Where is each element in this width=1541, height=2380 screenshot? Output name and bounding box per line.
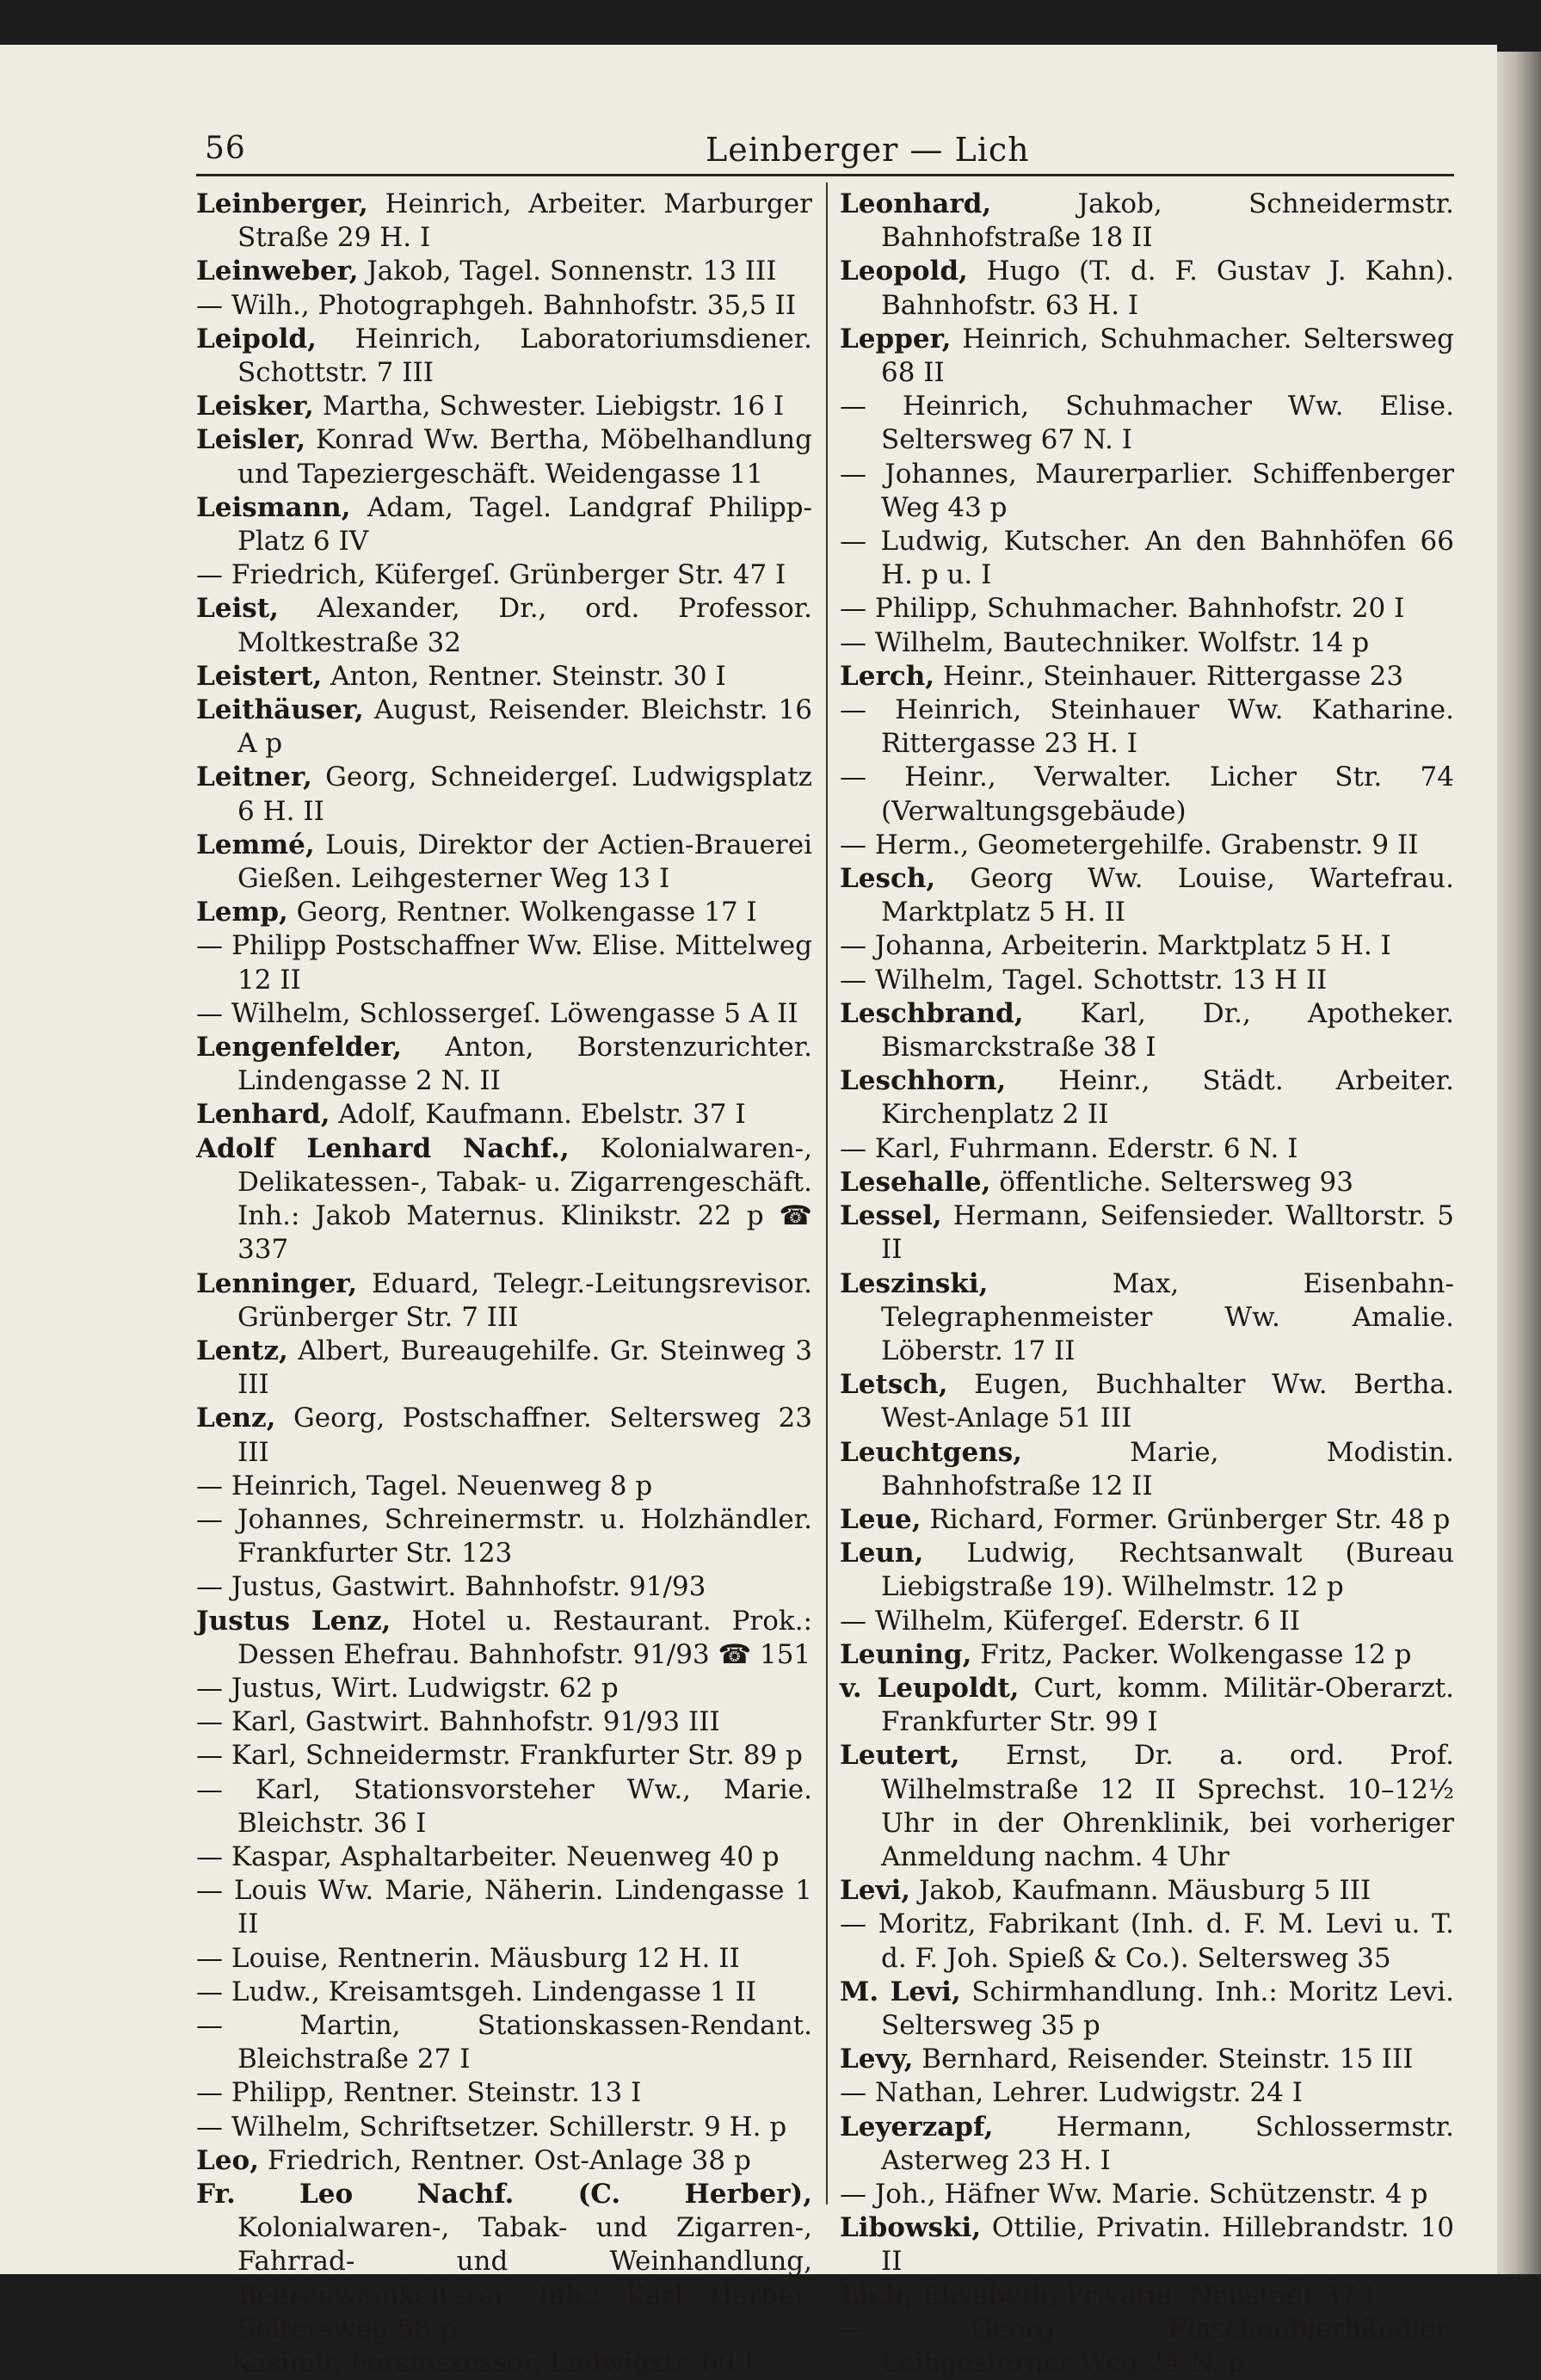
directory-entry: [840, 1503, 1454, 1537]
entry-name: Leun,: [840, 1538, 924, 1569]
entry-details: — Karl, Gastwirt. Bahnhofstr. 91/93 III: [196, 1706, 720, 1738]
directory-entry: [196, 1976, 812, 2009]
entry-name: Leinweber,: [196, 256, 359, 287]
entry-details: Jakob, Schneidermstr. Bahnhofstraße 18 II: [881, 188, 1454, 254]
entry-name: Lessel,: [840, 1200, 942, 1232]
directory-entry: [840, 188, 1454, 255]
entry-details: Heinrich, Schuhmacher. Seltersweg 68 II: [881, 323, 1454, 389]
directory-entry: [840, 997, 1454, 1064]
entry-name: Lengenfelder,: [196, 1032, 403, 1064]
directory-entry: [196, 660, 812, 694]
entry-name: Levy,: [840, 2044, 914, 2075]
directory-entry: [196, 2111, 812, 2144]
entry-name: Leue,: [840, 1503, 922, 1535]
directory-entry: [840, 1976, 1454, 2043]
directory-entry: [196, 1570, 812, 1604]
directory-entry: [840, 2076, 1454, 2110]
directory-entry: [196, 1031, 812, 1098]
entry-details: — Heinrich, Steinhauer Ww. Katharine. Rittergasse 23 H. I: [840, 694, 1454, 760]
entry-details: Heinr., Steinhauer. Rittergasse 23: [942, 660, 1404, 692]
directory-entry: [196, 491, 812, 558]
entry-details: Adam, Tagel. Landgraf Philipp-Platz 6 IV: [237, 491, 813, 558]
directory-entry: [840, 2043, 1454, 2076]
entry-details: Curt, komm. Militär-Oberarzt. Frankfurter Str. 99 I: [881, 1672, 1454, 1738]
directory-entry: [840, 862, 1454, 929]
entry-name: Leyerzapf,: [840, 2111, 994, 2143]
entry-details: Elisabeth, Privatin. Neustadt 37 I: [922, 2279, 1376, 2311]
entry-details: — Wilhelm, Schlossergeſ. Löwengasse 5 A II: [196, 997, 798, 1029]
entry-name: Leopold,: [840, 256, 968, 287]
directory-entry: [196, 1942, 812, 1976]
entry-details: — Joh., Häfner Ww. Marie. Schützenstr. 4 p: [840, 2178, 1428, 2210]
directory-entry: [196, 1840, 812, 1874]
entry-details: Adolf, Kaufmann. Ebelstr. 37 I: [338, 1099, 746, 1131]
entry-details: — Wilhelm, Küfergeſ. Ederstr. 6 II: [840, 1605, 1300, 1637]
directory-entry: [840, 255, 1454, 322]
directory-entry: [840, 323, 1454, 390]
entry-details: — Georg, Flaschenbierhändler. Leihgesterner Weg 24 N. p: [840, 2313, 1454, 2378]
entry-name: Lenninger,: [196, 1267, 358, 1299]
directory-entry: [196, 1503, 812, 1570]
entry-name: Leschhorn,: [840, 1065, 1007, 1097]
directory-entry: [840, 390, 1454, 457]
entry-details: — Heinrich, Tagel. Neuenweg 8 p: [196, 1470, 653, 1501]
entry-details: Anton, Borstenzurichter. Lindengasse 2 N. II: [237, 1032, 812, 1097]
entry-details: Hermann, Seifensieder. Walltorstr. 5 II: [881, 1200, 1454, 1266]
entry-details: — Wilhelm, Schriftsetzer. Schillerstr. 9 H. p: [196, 2111, 787, 2143]
entry-name: v. Leupoldt,: [840, 1672, 1020, 1704]
directory-entry: [840, 761, 1454, 828]
directory-entry: [840, 660, 1454, 694]
entry-details: — Heinrich, Schuhmacher Ww. Elise. Seltersweg 67 N. I: [840, 391, 1454, 456]
directory-entry: [840, 694, 1454, 761]
directory-entry: [840, 1199, 1454, 1267]
entry-details: Hotel u. Restaurant. Prok.: Dessen Ehefrau. Bahnhofstr. 91/93 ☎ 151: [237, 1605, 812, 1670]
right-column: [840, 188, 1454, 2380]
entry-details: — Herm., Geometergehilfe. Grabenstr. 9 II: [840, 829, 1419, 860]
entry-details: Ottilie, Privatin. Hillebrandstr. 10 II: [881, 2212, 1454, 2278]
entry-details: Ernst, Dr. a. ord. Prof. Wilhelmstraße 12 II Sprechst. 10–12½ Uhr in der Ohrenklinik, bei vorheriger Anmeldung nachm. 4 Uhr: [881, 1740, 1454, 1872]
entry-name: Lesehalle,: [840, 1166, 991, 1198]
entry-details: Heinrich, Laboratoriumsdiener. Schottstr. 7 III: [237, 323, 813, 389]
entry-details: — Louis Ww. Marie, Näherin. Lindengasse 1 II: [196, 1875, 812, 1940]
entry-name: Leszinski,: [840, 1267, 989, 1299]
directory-entry: [196, 323, 812, 390]
entry-details: Ludwig, Rechtsanwalt (Bureau Liebigstraße 19). Wilhelmstr. 12 p: [881, 1538, 1455, 1603]
directory-entry: [840, 829, 1454, 862]
directory-entry: [196, 1267, 812, 1335]
entry-name: Leuchtgens,: [840, 1436, 1022, 1468]
entry-details: — Karl, Fuhrmann. Ederstr. 6 N. I: [840, 1132, 1298, 1164]
directory-entry: [840, 1739, 1454, 1874]
entry-name: Fr. Leo Nachf. (C. Herber),: [196, 2178, 812, 2210]
entry-name: Leuning,: [840, 1638, 972, 1670]
entry-details: Albert, Bureaugehilfe. Gr. Steinweg 3 III: [237, 1335, 812, 1401]
page-header: [196, 86, 1452, 169]
entry-details: — Wilh., Photographgeh. Bahnhofstr. 35,5 II: [196, 289, 797, 321]
entry-details: Jakob, Tagel. Sonnenstr. 13 III: [367, 256, 777, 287]
directory-entry: [840, 2211, 1454, 2278]
entry-details: Max, Eisenbahn-Telegraphenmeister Ww. Amalie. Löberstr. 17 II: [881, 1267, 1454, 1366]
entry-name: Leonhard,: [840, 188, 992, 219]
directory-entry: [196, 694, 812, 761]
entry-details: — Wilhelm, Tagel. Schottstr. 13 H II: [840, 964, 1328, 996]
entry-details: — Johannes, Schreinermstr. u. Holzhändler. Frankfurter Str. 123: [196, 1503, 812, 1569]
page-number: 56: [205, 131, 246, 166]
entry-name: Lentz,: [196, 1335, 288, 1366]
entry-details: — Louise, Rentnerin. Mäusburg 12 H. II: [196, 1942, 740, 1974]
entry-details: Friedrich, Rentner. Ost-Anlage 38 p: [267, 2144, 751, 2176]
entry-details: Heinrich, Arbeiter. Marburger Straße 29 H. I: [237, 188, 812, 254]
directory-entry: [840, 1537, 1454, 1604]
entry-details: — Justus, Gastwirt. Bahnhofstr. 91/93: [196, 1571, 706, 1603]
entry-details: Fritz, Packer. Wolkengasse 12 p: [980, 1638, 1412, 1670]
entry-details: — Karl, Stationsvorsteher Ww., Marie. Bleichstr. 36 I: [196, 1773, 812, 1839]
entry-details: Bernhard, Reisender. Steinstr. 15 III: [922, 2044, 1414, 2075]
entry-name: Lemmé,: [196, 829, 315, 860]
entry-details: Karl, Dr., Apotheker. Bismarckstraße 38 I: [881, 997, 1454, 1064]
directory-entry: [840, 458, 1454, 525]
entry-details: — Ludwig, Kutscher. An den Bahnhöfen 66 H. p u. I: [840, 526, 1454, 591]
entry-name: M. Levi,: [840, 1976, 961, 2007]
entry-name: Lenhard,: [196, 1099, 330, 1131]
entry-details: Alexander, Dr., ord. Professor. Moltkestraße 32: [237, 593, 812, 658]
directory-entry: [196, 929, 812, 996]
entry-details: — Nathan, Lehrer. Ludwigstr. 24 I: [840, 2077, 1303, 2109]
entry-details: — Johanna, Arbeiterin. Marktplatz 5 H. I: [840, 930, 1391, 962]
entry-details: — Kaspar, Asphaltarbeiter. Neuenweg 40 p: [196, 1840, 780, 1872]
directory-entry: [196, 2178, 812, 2346]
directory-entry: [196, 558, 812, 592]
entry-details: Konrad Ww. Bertha, Möbelhandlung und Tapeziergeschäft. Weidengasse 11: [237, 424, 812, 490]
directory-entry: [840, 2111, 1454, 2178]
entry-details: — Justus, Wirt. Ludwigstr. 62 p: [196, 1672, 619, 1704]
entry-details: — Friedrich, Küfergeſ. Grünberger Str. 47 I: [196, 559, 786, 591]
entry-name: Lemp,: [196, 897, 288, 928]
entry-details: Louis, Direktor der Actien-Brauerei Gießen. Leihgesterner Weg 13 I: [237, 829, 812, 895]
entry-name: Leinberger,: [196, 188, 368, 219]
entry-details: Martha, Schwester. Liebigstr. 16 I: [322, 391, 785, 422]
directory-entry: [196, 1705, 812, 1739]
directory-entry: [840, 1166, 1454, 1199]
entry-name: Adolf Lenhard Nachf.,: [196, 1132, 570, 1164]
entry-name: Leutert,: [840, 1740, 960, 1772]
entry-name: Leithäuser,: [196, 694, 364, 726]
directory-entry: [840, 1267, 1454, 1369]
entry-name: Leisler,: [196, 424, 306, 456]
entry-details: Eugen, Buchhalter Ww. Bertha. West-Anlage 51 III: [881, 1369, 1454, 1434]
entry-name: Leipold,: [196, 323, 317, 355]
entry-name: Leistert,: [196, 660, 323, 692]
directory-entry: [196, 1098, 812, 1131]
page-edge: [1497, 52, 1541, 2274]
entry-details: Georg Ww. Louise, Wartefrau. Marktplatz 5 H. II: [881, 863, 1454, 928]
entry-details: — Wilhelm, Bautechniker. Wolfstr. 14 p: [840, 626, 1370, 658]
directory-entry: [840, 1368, 1454, 1435]
directory-entry: [840, 1064, 1454, 1131]
entry-details: Richard, Former. Grünberger Str. 48 p: [929, 1503, 1451, 1535]
directory-entry: [840, 2178, 1454, 2211]
directory-entry: [840, 1908, 1454, 1975]
entry-details: — Kasimir, Forstassessor. Ludwigstr. 60 I: [196, 2347, 755, 2378]
directory-entry: [196, 2076, 812, 2110]
directory-entry: [840, 1672, 1454, 1739]
entry-name: Libowski,: [840, 2212, 982, 2244]
entry-details: Anton, Rentner. Steinstr. 30 I: [330, 660, 726, 692]
directory-entry: [840, 964, 1454, 997]
directory-entry: [840, 525, 1454, 592]
directory-entry: [196, 592, 812, 659]
directory-entry: [196, 289, 812, 323]
entry-details: — Martin, Stationskassen-Rendant. Bleichstraße 27 I: [196, 2009, 812, 2075]
directory-entry: [840, 1638, 1454, 1672]
entry-details: — Karl, Schneidermstr. Frankfurter Str. 89 p: [196, 1740, 803, 1772]
directory-entry: [840, 1436, 1454, 1503]
directory-entry: [196, 390, 812, 423]
running-head: Leinberger — Lich: [706, 131, 1030, 169]
directory-entry: [196, 2009, 812, 2076]
entry-name: Lich,: [840, 2279, 914, 2311]
left-column: [196, 188, 812, 2380]
directory-entry: [840, 1132, 1454, 1166]
entry-name: Leist,: [196, 593, 279, 625]
directory-entry: [840, 592, 1454, 626]
directory-entry: [196, 1470, 812, 1503]
directory-entry: [196, 829, 812, 896]
header-rule: [196, 174, 1454, 176]
directory-entry: [840, 1605, 1454, 1638]
directory-entry: [196, 761, 812, 828]
directory-entry: [196, 255, 812, 288]
entry-details: Heinr., Städt. Arbeiter. Kirchenplatz 2 II: [881, 1065, 1454, 1131]
directory-entry: [840, 929, 1454, 963]
entry-name: Leitner,: [196, 761, 312, 793]
entry-name: Lepper,: [840, 323, 952, 355]
directory-entry: [196, 1874, 812, 1941]
entry-details: Eduard, Telegr.-Leitungsrevisor. Grünberger Str. 7 III: [237, 1267, 812, 1333]
entry-name: Leisker,: [196, 391, 314, 422]
directory-entry: [196, 1672, 812, 1705]
directory-entry: [196, 997, 812, 1031]
entry-details: — Philipp Postschaffner Ww. Elise. Mittelweg 12 II: [196, 930, 812, 996]
entry-details: Schirmhandlung. Inh.: Moritz Levi. Seltersweg 35 p: [881, 1976, 1454, 2041]
entry-details: öffentliche. Seltersweg 93: [999, 1166, 1353, 1198]
entry-details: Jakob, Kaufmann. Mäusburg 5 III: [918, 1875, 1371, 1907]
entry-name: Lerch,: [840, 660, 935, 692]
entry-name: Justus Lenz,: [196, 1605, 391, 1637]
directory-entry: [196, 2144, 812, 2178]
directory-entry: [840, 2313, 1454, 2380]
directory-entry: [840, 1874, 1454, 1908]
entry-details: August, Reisender. Bleichstr. 16 A p: [237, 694, 812, 760]
entry-details: Georg, Rentner. Wolkengasse 17 I: [296, 897, 757, 928]
entry-name: Lesch,: [840, 863, 936, 895]
entry-details: Kolonialwaren-, Delikatessen-, Tabak- u. Zigarrengeschäft. Inh.: Jakob Maternus. Klinikstr. 22 p ☎ 337: [237, 1132, 812, 1266]
entry-details: Kolonialwaren-, Tabak- und Zigarren-, Fahrrad- und Weinhandlung, Beerenweinkelterei. Inh.: Karl Herber. Seltersweg 58 p: [237, 2212, 812, 2345]
column-divider: [826, 182, 828, 2204]
entry-details: Hermann, Schlossermstr. Asterweg 23 H. I: [881, 2111, 1455, 2176]
entry-name: Levi,: [840, 1875, 911, 1907]
entry-name: Lenz,: [196, 1403, 276, 1434]
directory-entry: [196, 1773, 812, 1840]
entry-details: — Heinr., Verwalter. Licher Str. 74 (Verwaltungsgebäude): [840, 761, 1454, 827]
directory-entry: [196, 188, 812, 255]
directory-entry: [840, 2279, 1454, 2313]
directory-entry: [196, 2346, 812, 2380]
entry-details: — Philipp, Rentner. Steinstr. 13 I: [196, 2077, 642, 2109]
directory-entry: [196, 423, 812, 490]
directory-entry: [196, 1739, 812, 1773]
directory-entry: [196, 1132, 812, 1267]
entry-details: — Philipp, Schuhmacher. Bahnhofstr. 20 I: [840, 593, 1405, 625]
entry-name: Letsch,: [840, 1369, 948, 1401]
directory-entry: [196, 1402, 812, 1469]
entry-details: Marie, Modistin. Bahnhofstraße 12 II: [881, 1436, 1454, 1501]
directory-entry: [196, 896, 812, 929]
entry-details: Georg, Postschaffner. Seltersweg 23 III: [237, 1403, 812, 1468]
entry-name: Leo,: [196, 2144, 259, 2176]
entry-details: — Ludw., Kreisamtsgeh. Lindengasse 1 II: [196, 1976, 756, 2007]
entry-name: Leschbrand,: [840, 997, 1024, 1029]
entry-details: Hugo (T. d. F. Gustav J. Kahn). Bahnhofstr. 63 H. I: [881, 256, 1454, 321]
entry-details: — Moritz, Fabrikant (Inh. d. F. M. Levi u. T. d. F. Joh. Spieß & Co.). Seltersweg 35: [840, 1908, 1454, 1974]
entry-details: — Johannes, Maurerparlier. Schiffenberger Weg 43 p: [840, 458, 1454, 523]
directory-entry: [840, 626, 1454, 660]
entry-details: Georg, Schneidergeſ. Ludwigsplatz 6 H. II: [237, 761, 812, 827]
directory-entry: [196, 1605, 812, 1672]
directory-entry: [196, 1335, 812, 1402]
entry-name: Leismann,: [196, 491, 351, 523]
